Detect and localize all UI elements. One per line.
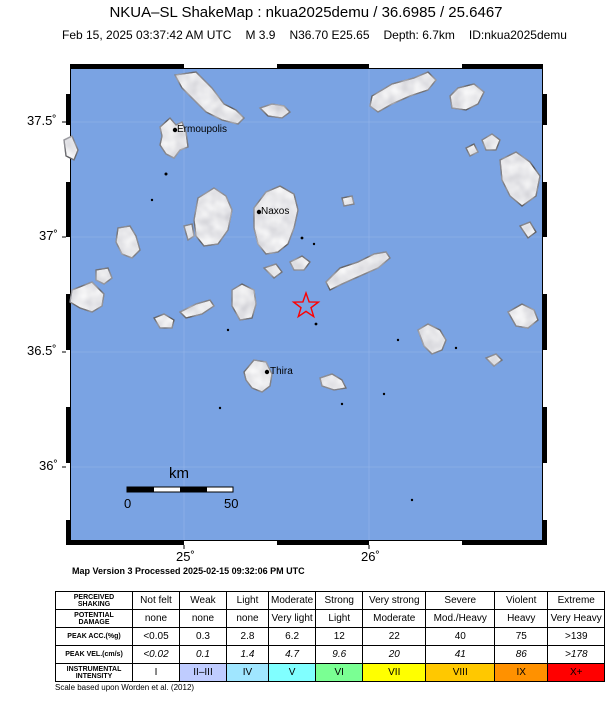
legend-row-vel [56, 646, 605, 664]
legend-cell-damage: none [133, 610, 180, 628]
legend-cell-damage: Light [316, 610, 363, 628]
legend-cell-perceived: Strong [316, 592, 363, 610]
legend-cell-acc: 2.8 [227, 628, 269, 646]
lon-label-25: 25˚ [176, 549, 195, 564]
legend-cell-perceived: Severe [426, 592, 495, 610]
place-label-naxos: Naxos [261, 206, 290, 217]
legend-cell-perceived: Weak [180, 592, 227, 610]
legend-cell-damage: Very light [269, 610, 316, 628]
lat-label-36-5: 36.5˚ [27, 343, 57, 358]
legend-header-intensity: INSTRUMENTAL INTENSITY [56, 664, 133, 682]
legend-row-acc [56, 628, 605, 646]
scale-bar [127, 487, 233, 492]
event-magnitude: M 3.9 [245, 28, 276, 42]
legend-cell-acc: <0.05 [133, 628, 180, 646]
event-location: N36.70 E25.65 [289, 28, 370, 42]
legend-cell-vel: >178 [548, 646, 605, 664]
legend-cell-acc: 75 [495, 628, 548, 646]
legend-cell-vel: 41 [426, 646, 495, 664]
legend-cell-perceived: Violent [495, 592, 548, 610]
legend-cell-perceived: Not felt [133, 592, 180, 610]
legend-header-vel: PEAK VEL.(cm/s) [56, 646, 133, 664]
legend-header-perceived: PERCEIVED SHAKING [56, 592, 133, 610]
lat-label-37: 37˚ [39, 228, 58, 243]
intensity-legend [55, 591, 605, 682]
legend-cell-intensity: IX [495, 664, 548, 682]
legend-cell-intensity: IV [227, 664, 269, 682]
scale-bar-unit: km [169, 465, 189, 482]
legend-cell-intensity: VI [316, 664, 363, 682]
legend-cell-vel: 1.4 [227, 646, 269, 664]
legend-cell-intensity: X+ [548, 664, 605, 682]
lon-label-26: 26˚ [361, 549, 380, 564]
legend-cell-vel: 4.7 [269, 646, 316, 664]
legend-cell-perceived: Very strong [363, 592, 426, 610]
legend-cell-damage: none [180, 610, 227, 628]
legend-cell-acc: 12 [316, 628, 363, 646]
place-label-ermoupolis: Ermoupolis [177, 124, 228, 135]
legend-cell-vel: 9.6 [316, 646, 363, 664]
event-date: Feb 15, 2025 03:37:42 AM UTC [62, 28, 232, 42]
lat-label-37-5: 37.5˚ [27, 113, 57, 128]
legend-cell-damage: Moderate [363, 610, 426, 628]
island-donousa [342, 196, 354, 206]
legend-header-damage: POTENTIAL DAMAGE [56, 610, 133, 628]
legend-cell-acc: 6.2 [269, 628, 316, 646]
legend-cell-damage: Mod./Heavy [426, 610, 495, 628]
legend-cell-perceived: Light [227, 592, 269, 610]
legend-cell-perceived: Moderate [269, 592, 316, 610]
legend-cell-intensity: VIII [426, 664, 495, 682]
scale-note: Scale based upon Worden et al. (2012) [55, 683, 195, 692]
legend-cell-intensity: II–III [180, 664, 227, 682]
place-label-thira: Thira [270, 366, 293, 377]
legend-cell-damage: none [227, 610, 269, 628]
scale-bar-start: 0 [124, 496, 132, 511]
legend-cell-vel: <0.02 [133, 646, 180, 664]
map-title: NKUA–SL ShakeMap : nkua2025demu / 36.6985 / 25.6467 [109, 4, 503, 21]
legend-cell-acc: 0.3 [180, 628, 227, 646]
event-depth: Depth: 6.7km [383, 28, 455, 42]
sea [71, 69, 542, 540]
legend-cell-acc: 40 [426, 628, 495, 646]
legend-cell-perceived: Extreme [548, 592, 605, 610]
legend-row-perceived [56, 592, 605, 610]
legend-row-damage [56, 610, 605, 628]
legend-cell-vel: 86 [495, 646, 548, 664]
legend-cell-intensity: VII [363, 664, 426, 682]
event-id: ID:nkua2025demu [468, 28, 567, 42]
legend-cell-intensity: V [269, 664, 316, 682]
processed-note: Map Version 3 Processed 2025-02-15 09:32:06 PM UTC [72, 566, 305, 576]
lat-label-36: 36˚ [39, 458, 58, 473]
legend-cell-damage: Heavy [495, 610, 548, 628]
legend-cell-vel: 20 [363, 646, 426, 664]
legend-cell-vel: 0.1 [180, 646, 227, 664]
legend-cell-intensity: I [133, 664, 180, 682]
legend-cell-acc: 22 [363, 628, 426, 646]
legend-cell-acc: >139 [548, 628, 605, 646]
legend-row-intensity [56, 664, 605, 682]
legend-cell-damage: Very Heavy [548, 610, 605, 628]
scale-bar-end: 50 [224, 496, 239, 511]
legend-header-acc: PEAK ACC.(%g) [56, 628, 133, 646]
